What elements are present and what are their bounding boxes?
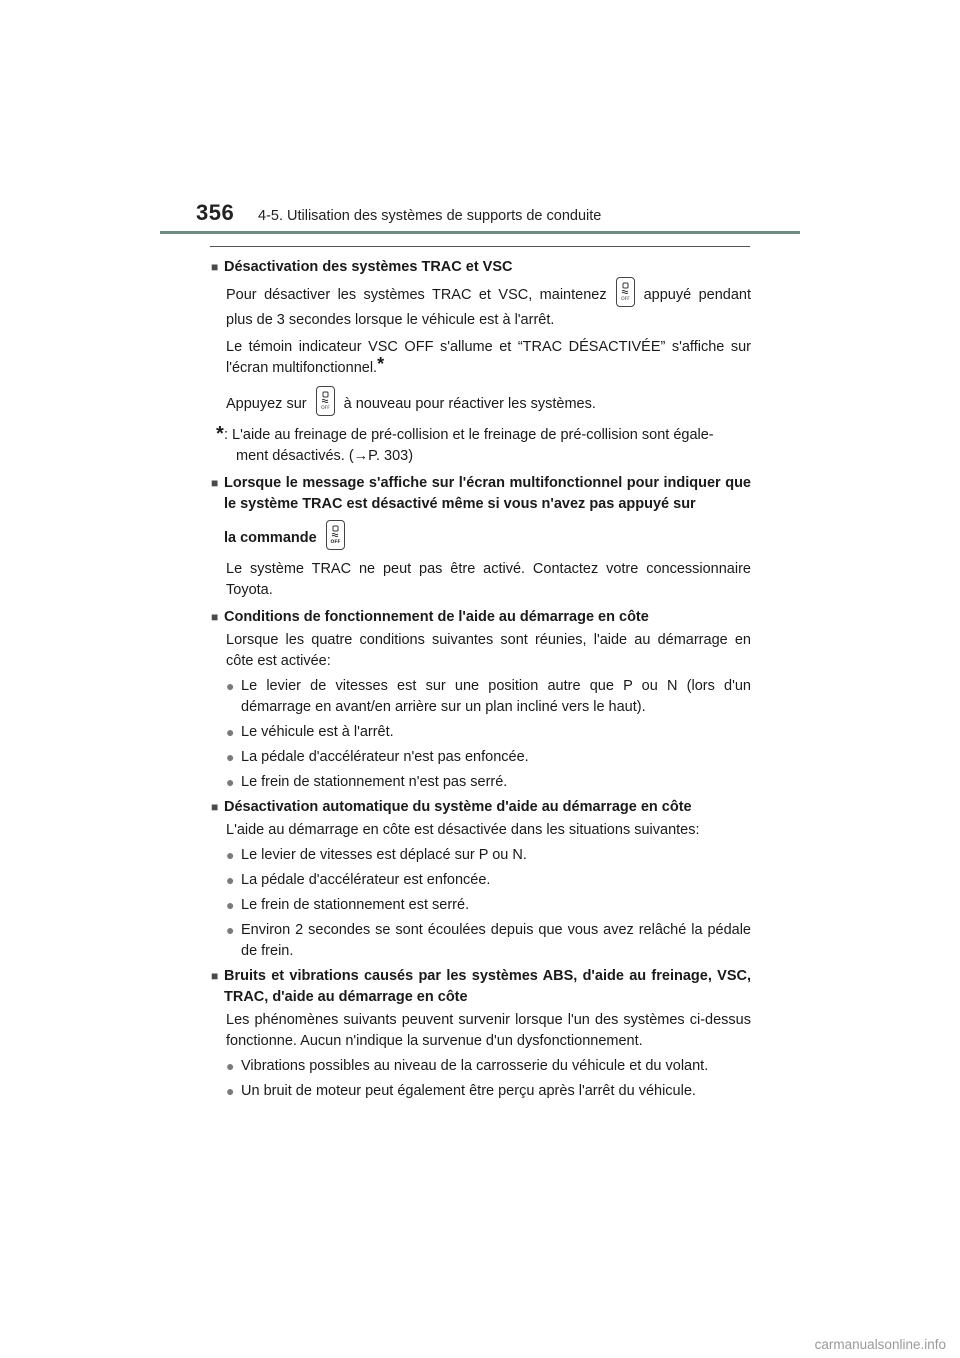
heading-text: Bruits et vibrations causés par les systèmes ABS, d'aide au freinage, VSC, TRAC, d'aide au démarrage en côte — [224, 968, 751, 1005]
list-item-text: Le levier de vitesses est déplacé sur P ou N. — [241, 847, 527, 863]
list-item — [226, 772, 751, 793]
dot-bullet-icon: ● — [226, 847, 235, 863]
heading-text: Conditions de fonctionnement de l'aide au démarrage en côte — [224, 609, 649, 625]
list-item — [226, 870, 751, 891]
text-span: Appuyez sur — [226, 395, 307, 412]
dot-bullet-icon: ● — [226, 749, 235, 765]
heading-text — [224, 473, 751, 553]
footnote-mark: * — [377, 354, 385, 374]
section-heading — [211, 473, 751, 553]
list-item — [226, 845, 751, 866]
square-bullet-icon: ■ — [211, 610, 219, 624]
list-item-text: Le levier de vitesses est sur une position autre que P ou N (lors d'un démarrage en avant/en arrière sur un plan incliné vers le haut). — [241, 678, 751, 715]
text-span: à nouveau pour réactiver les systèmes. — [343, 395, 596, 412]
footnote-line: : L'aide au freinage de pré-collision et le freinage de pré-collision sont égale- — [224, 427, 714, 443]
vsc-off-switch-icon — [326, 520, 345, 550]
list-item-text: La pédale d'accélérateur n'est pas enfoncée. — [241, 749, 529, 765]
paragraph: Les phénomènes suivants peuvent survenir lorsque l'un des systèmes ci-dessus fonctionne. Aucun n'indique la survenue d'un dysfonctionnement. — [226, 1012, 751, 1049]
dot-bullet-icon: ● — [226, 922, 235, 938]
section-trac-message — [211, 473, 751, 601]
paragraph — [226, 389, 751, 419]
section-heading — [211, 257, 751, 278]
bullet-list — [211, 845, 751, 962]
page-number: 356 — [196, 200, 235, 225]
paragraph — [226, 337, 751, 379]
dot-bullet-icon: ● — [226, 678, 235, 694]
heading-text: Désactivation automatique du système d'aide au démarrage en côte — [224, 799, 692, 815]
text-span: Le témoin indicateur VSC OFF s'allume et “TRAC DÉSACTIVÉE” s'affiche sur l'écran multifonctionnel. — [226, 339, 751, 376]
list-item-text: Le frein de stationnement est serré. — [241, 897, 470, 913]
button-off-label: OFF — [320, 406, 330, 411]
paragraph: Lorsque les quatre conditions suivantes sont réunies, l'aide au démarrage en côte est activée: — [226, 632, 751, 669]
dot-bullet-icon: ● — [226, 897, 235, 913]
section-heading — [211, 797, 751, 818]
paragraph — [226, 280, 751, 331]
heading-text-part: la commande — [224, 529, 317, 546]
button-off-label: OFF — [620, 297, 630, 302]
list-item-text: Le véhicule est à l'arrêt. — [241, 724, 394, 740]
header-rule — [160, 231, 800, 234]
footnote — [211, 425, 751, 467]
list-item — [226, 676, 751, 718]
list-item — [226, 1056, 751, 1077]
section-trac-vsc-deactivation — [211, 257, 751, 467]
section-noises-vibrations — [211, 966, 751, 1102]
square-bullet-icon: ■ — [211, 800, 219, 814]
list-item — [226, 895, 751, 916]
section-body — [211, 820, 751, 841]
list-item — [226, 920, 751, 962]
section-body — [211, 280, 751, 419]
square-bullet-icon: ■ — [211, 260, 219, 274]
section-hill-start-auto-off — [211, 797, 751, 962]
dot-bullet-icon: ● — [226, 774, 235, 790]
dot-bullet-icon: ● — [226, 1083, 235, 1099]
paragraph: Le système TRAC ne peut pas être activé. Contactez votre concessionnaire Toyota. — [226, 561, 751, 598]
bullet-list — [211, 1056, 751, 1102]
list-item-text: La pédale d'accélérateur est enfoncée. — [241, 872, 491, 888]
button-off-label: OFF — [330, 540, 341, 545]
list-item — [226, 747, 751, 768]
square-bullet-icon: ■ — [211, 969, 219, 983]
page-content — [211, 257, 751, 1102]
bullet-list — [211, 676, 751, 793]
section-hill-start-conditions — [211, 607, 751, 793]
list-item — [226, 722, 751, 743]
paragraph: L'aide au démarrage en côte est désactivée dans les situations suivantes: — [226, 822, 700, 838]
heading-text: Désactivation des systèmes TRAC et VSC — [224, 259, 513, 275]
footnote-text — [224, 425, 751, 467]
section-body — [211, 559, 751, 601]
list-item — [226, 1081, 751, 1102]
dot-bullet-icon: ● — [226, 1058, 235, 1074]
vsc-off-switch-icon — [616, 277, 635, 307]
square-bullet-icon: ■ — [211, 476, 219, 490]
list-item-text: Vibrations possibles au niveau de la carrosserie du véhicule et du volant. — [241, 1058, 709, 1074]
vsc-off-switch-icon — [316, 386, 335, 416]
list-item-text: Environ 2 secondes se sont écoulées depuis que vous avez relâché la pédale de frein. — [241, 922, 751, 959]
heading-text-part: Lorsque le message s'affiche sur l'écran multifonctionnel pour indiquer que le système TRAC est désactivé même si vous n'avez pas appuyé sur — [224, 475, 751, 512]
footnote-line: ment désactivés. (→P. 303) — [236, 448, 414, 464]
text-span: Pour désactiver les systèmes TRAC et VSC, maintenez — [226, 286, 607, 303]
section-body — [211, 1010, 751, 1052]
list-item-text: Le frein de stationnement n'est pas serré. — [241, 774, 508, 790]
dot-bullet-icon: ● — [226, 872, 235, 888]
section-title: 4-5. Utilisation des systèmes de supports de conduite — [258, 208, 602, 224]
page-header — [0, 0, 960, 240]
section-body — [211, 630, 751, 672]
text-span: appuyé pendant plus de 3 secondes lorsque le véhicule est à l'arrêt. — [226, 286, 751, 328]
watermark-text: carmanualsonline.info — [814, 1337, 946, 1352]
section-heading — [211, 607, 751, 628]
content-rule — [210, 246, 750, 247]
dot-bullet-icon: ● — [226, 724, 235, 740]
footnote-mark: * — [216, 423, 224, 445]
section-heading — [211, 966, 751, 1008]
list-item-text: Un bruit de moteur peut également être perçu après l'arrêt du véhicule. — [241, 1083, 696, 1099]
